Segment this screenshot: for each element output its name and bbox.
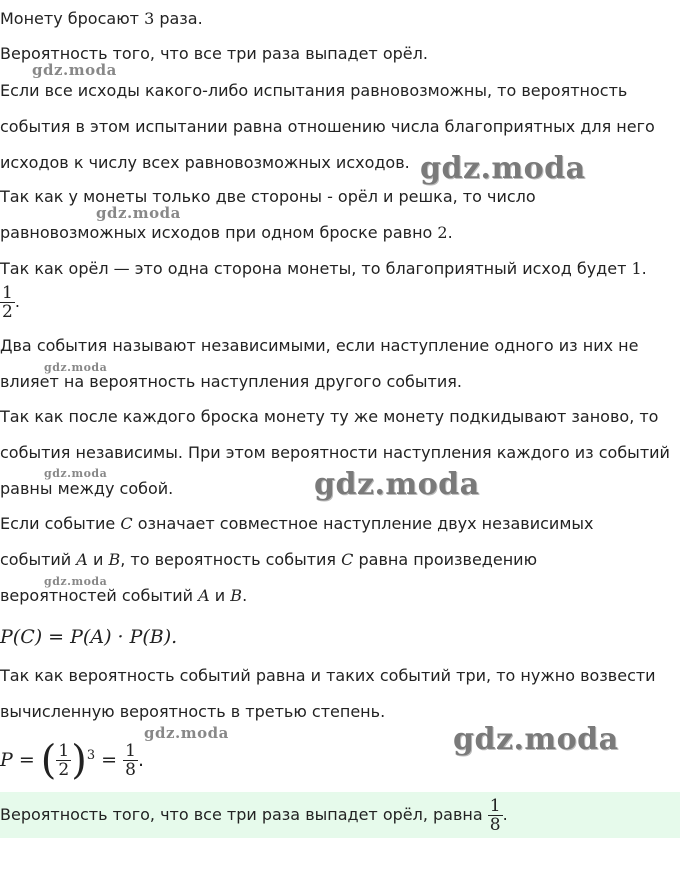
product-rule-line-1: Если событие C означает совместное наступление двух независимых xyxy=(0,514,594,533)
independence-line-5: равны между собой. xyxy=(0,479,174,498)
watermark: gdz.moda xyxy=(144,724,229,742)
coin-sides-line-2: равновозможных исходов при одном броске равно 2. xyxy=(0,223,453,242)
definition-line-1: Если все исходы какого-либо испытания равновозможны, то вероятность xyxy=(0,81,628,100)
watermark: gdz.moda xyxy=(44,575,108,588)
final-formula: P = ( $\frac{1}{2}$ )$^3$ = $\frac{1}{8}$ . xyxy=(0,737,144,784)
watermark: gdz.moda xyxy=(420,151,586,186)
independence-line-1: Два события называют независимыми, если наступление одного из них не xyxy=(0,336,639,355)
favorable-outcome-line: Так как орёл — это одна сторона монеты, то благоприятный исход будет 1. xyxy=(0,259,647,278)
definition-line-3: исходов к числу всех равновозможных исходов. xyxy=(0,153,410,172)
fraction-one-half: $\frac{1}{2}$ xyxy=(2,283,13,322)
watermark: gdz.moda xyxy=(96,204,181,222)
independence-line-3: Так как после каждого броска монету ту же монету подкидывают заново, то xyxy=(0,407,659,426)
independence-line-4: события независимы. При этом вероятности наступления каждого из событий xyxy=(0,443,670,462)
independence-line-2: влияет на вероятность наступления другого события. xyxy=(0,372,462,391)
watermark: gdz.moda xyxy=(314,467,480,502)
product-formula: P(C) = P(A) · P(B). xyxy=(0,626,178,648)
cube-line-1: Так как вероятность событий равна и таких событий три, то нужно возвести xyxy=(0,666,656,685)
problem-statement: Монету бросают 3 раза. xyxy=(0,9,203,28)
half-fraction-line: $\frac{1}{2}$ . xyxy=(2,283,20,322)
answer-fraction: $\frac{1}{8}$ xyxy=(489,796,501,835)
definition-line-2: события в этом испытании равна отношению числа благоприятных для него xyxy=(0,117,655,136)
answer-box xyxy=(0,792,680,838)
watermark: gdz.moda xyxy=(453,722,619,757)
question-text: Вероятность того, что все три раза выпадет орёл. xyxy=(0,44,428,63)
watermark: gdz.moda xyxy=(44,467,108,480)
coin-sides-line-1: Так как у монеты только две стороны - орёл и решка, то число xyxy=(0,187,536,206)
fraction-base: $\frac{1}{2}$ xyxy=(58,741,70,780)
fraction-result: $\frac{1}{8}$ xyxy=(125,741,136,780)
watermark: gdz.moda xyxy=(32,61,117,79)
watermark: gdz.moda xyxy=(44,361,108,374)
answer-text: Вероятность того, что все три раза выпадет орёл, равна $\frac{1}{8}$ . xyxy=(0,796,508,835)
product-rule-line-2: событий A и B, то вероятность события C равна произведению xyxy=(0,550,538,569)
product-rule-line-3: вероятностей событий A и B. xyxy=(0,586,248,605)
cube-line-2: вычисленную вероятность в третью степень. xyxy=(0,702,386,721)
